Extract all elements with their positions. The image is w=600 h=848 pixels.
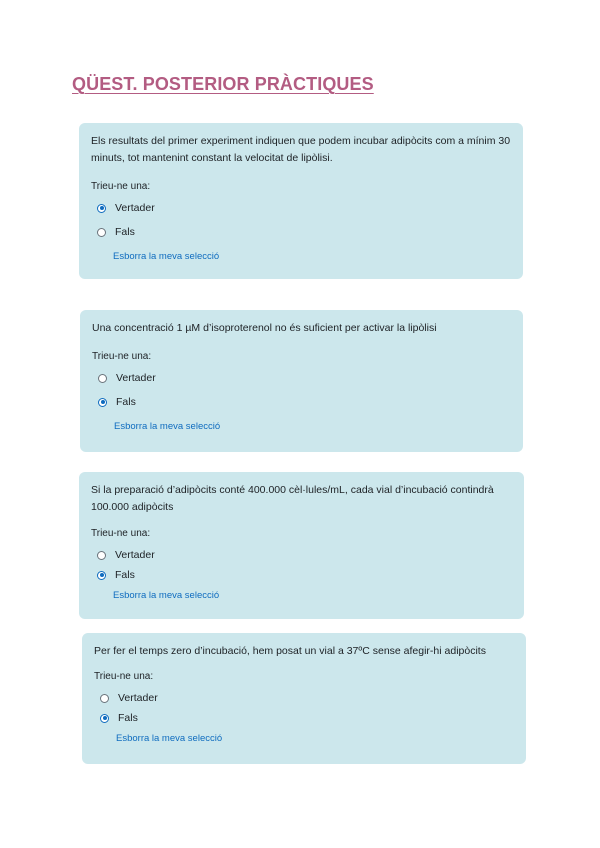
option-label: Vertader [115, 549, 155, 561]
radio-button-icon[interactable] [98, 374, 107, 383]
radio-button-icon[interactable] [98, 398, 107, 407]
option-fals[interactable] [100, 708, 514, 728]
answer-prompt: Trieu-ne una: [92, 351, 152, 362]
answer-prompt: Trieu-ne una: [94, 671, 154, 682]
clear-selection-link[interactable]: Esborra la meva selecció [116, 733, 223, 744]
answer-prompt: Trieu-ne una: [91, 528, 151, 539]
option-label: Vertader [118, 692, 158, 704]
question-card-3 [79, 472, 524, 619]
question-card-2 [80, 310, 523, 452]
radio-button-icon[interactable] [100, 694, 109, 703]
option-vertader[interactable] [97, 198, 511, 218]
answer-prompt: Trieu-ne una: [91, 181, 151, 192]
question-card-1 [79, 123, 523, 279]
clear-selection-link[interactable]: Esborra la meva selecció [114, 421, 221, 432]
question-text: Els resultats del primer experiment indiquen que podem incubar adipòcits com a mínim 30 minuts, tot mantenint constant la velocitat de lipòlisi. [91, 135, 511, 164]
clear-selection-link[interactable]: Esborra la meva selecció [113, 251, 220, 262]
option-label: Fals [115, 569, 135, 581]
option-fals[interactable] [98, 392, 511, 412]
radio-button-icon[interactable] [97, 551, 106, 560]
option-label: Fals [116, 396, 136, 408]
question-text: Una concentració 1 µM d’isoproterenol no és suficient per activar la lipòlisi [92, 322, 437, 334]
option-label: Fals [115, 226, 135, 238]
option-fals[interactable] [97, 565, 512, 585]
question-text: Si la preparació d’adipòcits conté 400.000 cèl·lules/mL, cada vial d’incubació contindrà 100.000 adipòcits [91, 484, 494, 513]
option-fals[interactable] [97, 222, 511, 242]
page-title: QÜEST. POSTERIOR PRÀCTIQUES [72, 74, 374, 94]
clear-selection-link[interactable]: Esborra la meva selecció [113, 590, 220, 601]
option-label: Fals [118, 712, 138, 724]
radio-button-icon[interactable] [97, 571, 106, 580]
option-vertader[interactable] [98, 368, 511, 388]
radio-button-icon[interactable] [100, 714, 109, 723]
radio-button-icon[interactable] [97, 228, 106, 237]
option-vertader[interactable] [100, 688, 514, 708]
option-label: Vertader [115, 202, 155, 214]
option-label: Vertader [116, 372, 156, 384]
radio-button-icon[interactable] [97, 204, 106, 213]
question-text: Per fer el temps zero d’incubació, hem posat un vial a 37ºC sense afegir-hi adipòcits [94, 645, 486, 657]
option-vertader[interactable] [97, 545, 512, 565]
question-card-4 [82, 633, 526, 764]
